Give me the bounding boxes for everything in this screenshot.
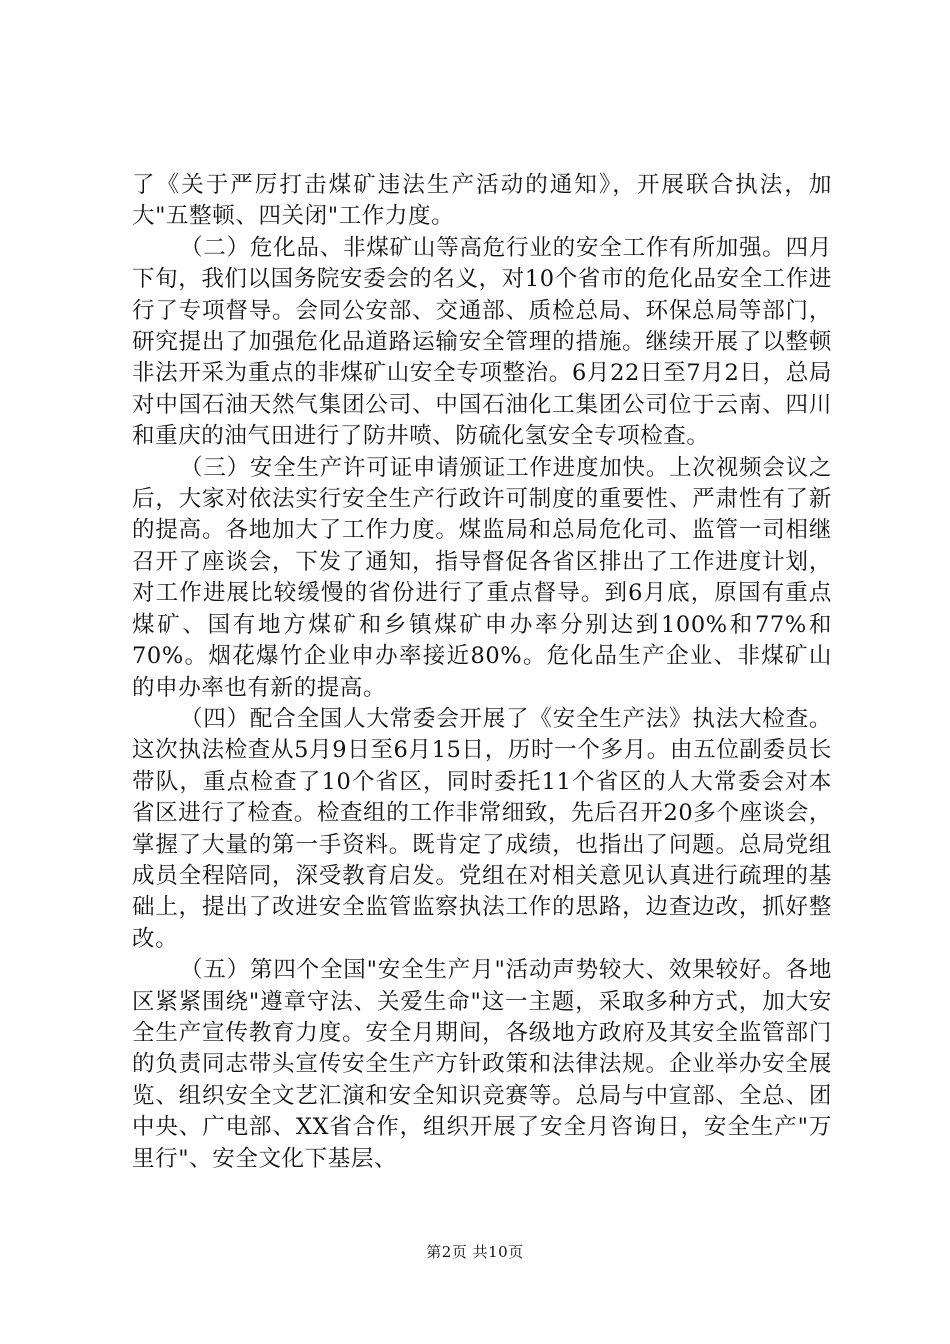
paragraph-section-2: （二）危化品、非煤矿山等高危行业的安全工作有所加强。四月下旬，我们以国务院安委会的名义，对10个省市的危化品安全工作进行了专项督导。会同公安部、交通部、质检总局、环保总局等部门，研究提出了加强危化品道路运输安全管理的措施。继续开展了以整顿非法开采为重点的非煤矿山安全专项整治。6月22日至7月2日，总局对中国石油天然气集团公司、中国石油化工集团公司位于云南、四川和重庆的油气田进行了防井喷、防硫化氢安全专项检查。 bbox=[132, 234, 832, 450]
paragraph-section-3: （三）安全生产许可证申请颁证工作进度加快。上次视频会议之后，大家对依法实行安全生产行政许可制度的重要性、严肃性有了新的提高。各地加大了工作力度。煤监局和总局危化司、监管一司相继召开了座谈会，下发了通知，指导督促各省区排出了工作进度计划，对工作进展比较缓慢的省份进行了重点督导。到6月底，原国有重点煤矿、国有地方煤矿和乡镇煤矿申办率分别达到100%和77%和70%。烟花爆竹企业申办率接近80%。危化品生产企业、非煤矿山的申办率也有新的提高。 bbox=[132, 454, 832, 701]
paragraph-continuation: 了《关于严厉打击煤矿违法生产活动的通知》，开展联合执法，加大"五整顿、四关闭"工作力度。 bbox=[132, 172, 832, 230]
document-body bbox=[132, 170, 832, 1175]
page-number-footer: 第2页 共10页 bbox=[426, 1243, 524, 1261]
paragraph-section-5: （五）第四个全国"安全生产月"活动声势较大、效果较好。各地区紧紧围绕"遵章守法、关爱生命"这一主题，采取多种方式，加大安全生产宣传教育力度。安全月期间，各级地方政府及其安全监管部门的负责同志带头宣传安全生产方针政策和法律法规。企业举办安全展览、组织安全文艺汇演和安全知识竞赛等。总局与中宣部、全总、团中央、广电部、XX省合作，组织开展了安全月咨询日，安全生产"万里行"、安全文化下基层、 bbox=[132, 957, 832, 1172]
paragraph-section-4: （四）配合全国人大常委会开展了《安全生产法》执法大检查。这次执法检查从5月9日至6月15日，历时一个多月。由五位副委员长带队，重点检查了10个省区，同时委托11个省区的人大常委会对本省区进行了检查。检查组的工作非常细致，先后召开20多个座谈会，掌握了大量的第一手资料。既肯定了成绩，也指出了问题。总局党组成员全程陪同，深受教育启发。党组在对相关意见认真进行疏理的基础上，提出了改进安全监管监察执法工作的思路，边查边改，抓好整改。 bbox=[132, 705, 832, 952]
